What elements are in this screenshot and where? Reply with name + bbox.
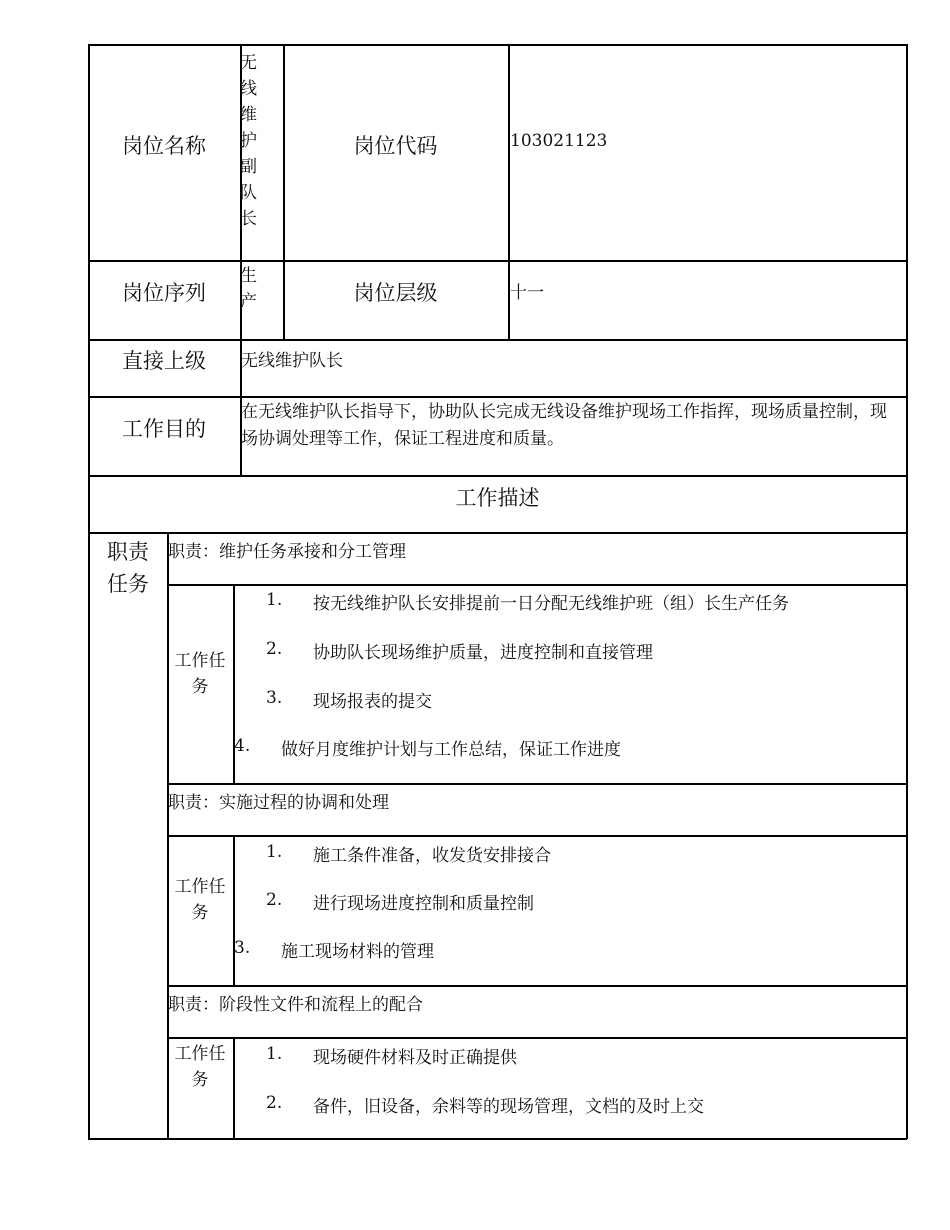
task-label: 工作任务 xyxy=(174,651,226,697)
task-item: 施工现场材料的管理 xyxy=(281,942,434,962)
duty-title: 职责：阶段性文件和流程上的配合 xyxy=(168,995,423,1015)
task-item: 备件，旧设备，余料等的现场管理，文档的及时上交 xyxy=(313,1097,704,1117)
level-value: 十一 xyxy=(510,283,544,303)
superior-value: 无线维护队长 xyxy=(241,351,343,371)
task-item: 按无线维护队长安排提前一日分配无线维护班（组）长生产任务 xyxy=(313,594,789,614)
position-code-value: 103021123 xyxy=(510,131,608,151)
task-item: 现场报表的提交 xyxy=(313,692,432,712)
task-item: 现场硬件材料及时正确提供 xyxy=(313,1048,517,1068)
sequence-value: 生产 xyxy=(240,266,257,312)
position-name-label: 岗位名称 xyxy=(122,134,206,158)
task-item: 协助队长现场维护质量，进度控制和直接管理 xyxy=(313,643,653,663)
task-number: 1. xyxy=(266,842,283,862)
task-number: 1. xyxy=(266,1044,283,1064)
task-number: 3. xyxy=(234,938,251,958)
task-number: 3. xyxy=(266,688,283,708)
task-number: 2. xyxy=(266,639,283,659)
task-number: 1. xyxy=(266,590,283,610)
section-title: 工作描述 xyxy=(455,486,540,510)
duty-title: 职责：实施过程的协调和处理 xyxy=(168,793,389,813)
superior-label: 直接上级 xyxy=(122,349,206,373)
task-number: 4. xyxy=(234,736,251,756)
task-item: 做好月度维护计划与工作总结，保证工作进度 xyxy=(281,740,621,760)
duty-task-label: 职责任务 xyxy=(107,540,149,596)
task-label: 工作任务 xyxy=(174,877,226,923)
position-code-label: 岗位代码 xyxy=(353,134,438,158)
task-label: 工作任务 xyxy=(174,1044,226,1090)
position-name-value: 无线维护副队长 xyxy=(240,53,257,229)
purpose-label: 工作目的 xyxy=(122,417,206,441)
task-number: 2. xyxy=(266,890,283,910)
sequence-label: 岗位序列 xyxy=(122,281,206,305)
task-number: 2. xyxy=(266,1093,283,1113)
level-label: 岗位层级 xyxy=(353,281,438,305)
task-item: 进行现场进度控制和质量控制 xyxy=(313,894,534,914)
duty-title: 职责：维护任务承接和分工管理 xyxy=(168,542,406,562)
purpose-value: 在无线维护队长指导下，协助队长完成无线设备维护现场工作指挥，现场质量控制，现场协调处理等工作，保证工程进度和质量。 xyxy=(241,402,887,449)
task-item: 施工条件准备，收发货安排接合 xyxy=(313,846,551,866)
